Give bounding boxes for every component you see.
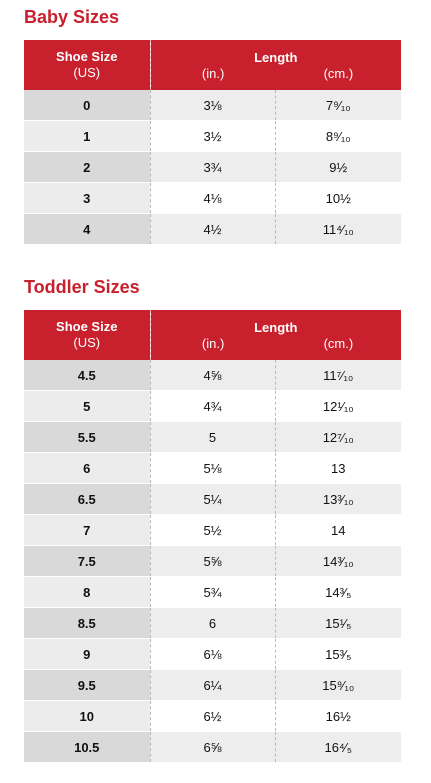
inches-unit-label: (in.) xyxy=(201,336,225,351)
inches-cell: 5 xyxy=(150,422,275,453)
cm-cell: 11⁷⁄₁₀ xyxy=(275,360,401,391)
cm-cell: 12⁷⁄₁₀ xyxy=(275,422,401,453)
table-row xyxy=(24,701,401,732)
inches-cell: 4½ xyxy=(150,214,275,245)
shoe-size-cell: 2 xyxy=(24,152,150,183)
table-header-row xyxy=(24,40,401,90)
cm-cell: 7⁹⁄₁₀ xyxy=(275,90,401,121)
length-label: Length xyxy=(254,50,298,65)
table-row xyxy=(24,360,401,391)
cm-cell: 15⁹⁄₁₀ xyxy=(275,670,401,701)
inches-cell: 6⅝ xyxy=(150,732,275,763)
shoe-size-cell: 9.5 xyxy=(24,670,150,701)
table-row xyxy=(24,183,401,214)
cm-cell: 13³⁄₁₀ xyxy=(275,484,401,515)
inches-cell: 4¾ xyxy=(150,391,275,422)
shoe-size-cell: 10 xyxy=(24,701,150,732)
cm-cell: 14 xyxy=(275,515,401,546)
inches-cell: 4⅛ xyxy=(150,183,275,214)
inches-cell: 6⅛ xyxy=(150,639,275,670)
baby-sizes-title: Baby Sizes xyxy=(24,7,120,27)
shoe-size-header xyxy=(24,40,150,90)
baby-size-table xyxy=(24,40,401,245)
table-row xyxy=(24,453,401,484)
cm-cell: 10½ xyxy=(275,183,401,214)
table-row xyxy=(24,152,401,183)
shoe-size-cell: 10.5 xyxy=(24,732,150,763)
inches-cell: 5⅛ xyxy=(150,453,275,484)
inches-cell: 6 xyxy=(150,608,275,639)
cm-cell: 15¹⁄₅ xyxy=(275,608,401,639)
shoe-size-cell: 6 xyxy=(24,453,150,484)
shoe-size-cell: 5 xyxy=(24,391,150,422)
cm-cell: 14³⁄₁₀ xyxy=(275,546,401,577)
shoe-size-cell: 1 xyxy=(24,121,150,152)
inches-cell: 6½ xyxy=(150,701,275,732)
toddler-sizes-title: Toddler Sizes xyxy=(24,277,140,297)
table-row xyxy=(24,639,401,670)
inches-cell: 3¾ xyxy=(150,152,275,183)
table-row xyxy=(24,422,401,453)
cm-cell: 8⁹⁄₁₀ xyxy=(275,121,401,152)
table-row xyxy=(24,391,401,422)
shoe-size-cell: 4.5 xyxy=(24,360,150,391)
table-row xyxy=(24,670,401,701)
table-row xyxy=(24,608,401,639)
shoe-size-cell: 4 xyxy=(24,214,150,245)
shoe-size-cell: 6.5 xyxy=(24,484,150,515)
shoe-size-unit: (US) xyxy=(73,65,101,80)
table-row xyxy=(24,90,401,121)
inches-cell: 5½ xyxy=(150,515,275,546)
shoe-size-label: Shoe Size xyxy=(56,49,118,64)
cm-unit-label: (cm.) xyxy=(323,66,354,81)
shoe-size-cell: 7.5 xyxy=(24,546,150,577)
shoe-size-cell: 3 xyxy=(24,183,150,214)
inches-cell: 3⅛ xyxy=(150,90,275,121)
shoe-size-label: Shoe Size xyxy=(56,319,118,334)
shoe-size-unit: (US) xyxy=(73,335,101,350)
inches-cell: 6¼ xyxy=(150,670,275,701)
inches-cell: 3½ xyxy=(150,121,275,152)
inches-cell: 4⅝ xyxy=(150,360,275,391)
cm-cell: 15³⁄₅ xyxy=(275,639,401,670)
cm-cell: 16½ xyxy=(275,701,401,732)
table-row xyxy=(24,484,401,515)
shoe-size-cell: 0 xyxy=(24,90,150,121)
cm-cell: 9½ xyxy=(275,152,401,183)
table-row xyxy=(24,515,401,546)
cm-cell: 14³⁄₅ xyxy=(275,577,401,608)
toddler-size-table xyxy=(24,310,401,763)
shoe-size-cell: 9 xyxy=(24,639,150,670)
table-header-row xyxy=(24,310,401,360)
shoe-size-cell: 8 xyxy=(24,577,150,608)
table-row xyxy=(24,546,401,577)
shoe-size-header xyxy=(24,310,150,360)
cm-cell: 16⁴⁄₅ xyxy=(275,732,401,763)
cm-cell: 13 xyxy=(275,453,401,484)
table-row xyxy=(24,732,401,763)
cm-unit-label: (cm.) xyxy=(323,336,354,351)
length-label: Length xyxy=(254,320,298,335)
cm-cell: 12¹⁄₁₀ xyxy=(275,391,401,422)
inches-unit-label: (in.) xyxy=(201,66,225,81)
inches-cell: 5⅝ xyxy=(150,546,275,577)
shoe-size-cell: 5.5 xyxy=(24,422,150,453)
shoe-size-cell: 7 xyxy=(24,515,150,546)
length-header xyxy=(150,310,401,360)
inches-cell: 5¼ xyxy=(150,484,275,515)
cm-cell: 11⁴⁄₁₀ xyxy=(275,214,401,245)
length-header xyxy=(150,40,401,90)
table-row xyxy=(24,577,401,608)
inches-cell: 5¾ xyxy=(150,577,275,608)
table-row xyxy=(24,121,401,152)
table-row xyxy=(24,214,401,245)
shoe-size-cell: 8.5 xyxy=(24,608,150,639)
